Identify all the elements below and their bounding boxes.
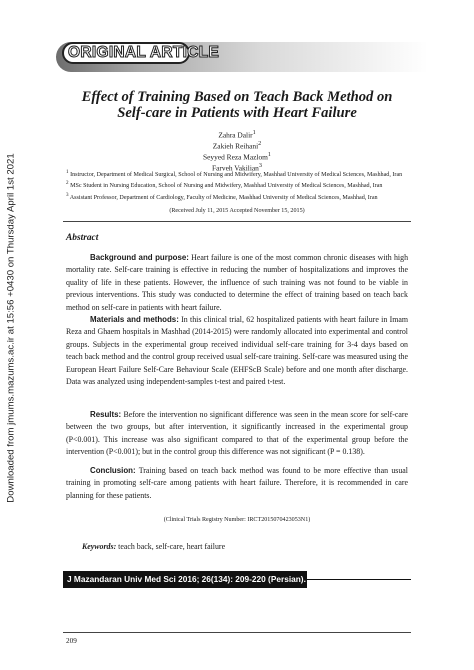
section-label: Results:	[90, 410, 122, 419]
page-number: 209	[66, 637, 77, 645]
affiliation	[66, 168, 426, 179]
keywords-text: teach back, self-care, heart failure	[116, 542, 226, 551]
journal-citation: J Mazandaran Univ Med Sci 2016; 26(134): 209-220 (Persian).	[67, 574, 306, 584]
affiliation-text: Instructor, Department of Medical Surgical, School of Nursing and Midwifery, Mashhad University of Medical Sciences, Mashhad, Iran	[70, 172, 403, 179]
affiliation-sup: 3	[66, 191, 69, 198]
journal-citation-bar	[63, 571, 307, 588]
section-text: In this clinical trial, 62 hospitalized patients with heart failure in Imam Reza and Ghaem hospitals in Mashhad (2014-2015) were randomly allocated into experimental and control groups. Subjects in the experimental group received individual self-care training for 3-4 days based on teach back method and the control group received usual self-care training. Self-care was measured using the European Heart Failure Self-Care Behaviour Scale (EHFScB Scale) before and one month after discharge. Data was analyzed using independent-samples t-test and paired t-test.	[66, 315, 408, 387]
affiliation	[66, 179, 426, 190]
section-conclusion	[66, 465, 408, 502]
affiliation-sup: 1	[66, 169, 69, 175]
author	[40, 151, 434, 162]
section-methods	[66, 314, 408, 388]
download-watermark-text: Downloaded from jmums.mazums.ac.ir at 15:56 +0430 on Thursday April 1st 2021	[5, 153, 17, 503]
author-name: Zakieh Reihani	[212, 141, 259, 151]
section-text: Training based on teach back method was found to be more effective than usual training in promoting self-care among patients with heart failure. Therefore, it is recommended in care planning for these patients.	[66, 466, 408, 500]
title-line-2: Self-care in Patients with Heart Failure	[117, 105, 357, 121]
keywords-label: Keywords:	[82, 542, 117, 551]
footer-divider	[63, 632, 411, 633]
affiliation-list	[66, 168, 426, 202]
author-sup: 2	[258, 141, 262, 148]
author-name: Seyyed Reza Mazlom	[203, 152, 268, 162]
title-line-1: Effect of Training Based on Teach Back Method on	[81, 89, 393, 105]
author-name: Zahra Dalir	[218, 130, 253, 140]
author-list	[40, 129, 434, 173]
affiliation-sup: 2	[66, 180, 69, 187]
section-label: Materials and methods:	[90, 315, 179, 324]
author-sup: 1	[252, 130, 256, 136]
author	[40, 129, 434, 140]
affiliation-text: MSc Student in Nursing Education, School of Nursing and Midwifery, Mashhad University of Medical Sciences, Mashhad, Iran	[70, 183, 383, 190]
author	[40, 140, 434, 151]
download-watermark	[4, 98, 18, 558]
article-title	[40, 89, 434, 121]
author-sup: 3	[258, 163, 262, 170]
top-divider	[63, 221, 411, 222]
affiliation	[66, 191, 426, 202]
abstract-heading: Abstract	[66, 233, 99, 243]
section-label: Conclusion:	[90, 466, 136, 475]
section-text: Before the intervention no significant difference was seen in the mean score for self-care between the two groups, but after intervention, it significantly increased in the experimental group (P<0.001). This increase was also significant compared to that of the experimental group before the intervention (P<0.001); but in the control group this difference was not significant (P = 0.138).	[66, 410, 408, 457]
author-sup: 1	[267, 152, 271, 159]
keywords	[82, 542, 225, 551]
section-label: Background and purpose:	[90, 253, 189, 262]
section-background	[66, 252, 408, 314]
citation-divider	[307, 579, 411, 580]
article-type-label: ORIGINAL ARTICLE	[68, 44, 220, 61]
received-dates: (Received July 11, 2015 Accepted November 15, 2015)	[169, 208, 305, 214]
section-results	[66, 409, 408, 459]
trial-registry: (Clinical Trials Registry Number: IRCT2015070423053N1)	[163, 517, 311, 523]
affiliation-text: Assistant Professor, Department of Cardiology, Faculty of Medicine, Mashhad University of Medical Sciences, Mashhad, Iran	[69, 194, 378, 201]
article-type-banner	[56, 38, 428, 72]
author-name: Farveh Vakilian	[212, 163, 259, 173]
section-text: Heart failure is one of the most common chronic diseases with high mortality rate. Self-care training is effective in reducing the number of hospitalizations and improves the quality of life in these patients. However, the influence of such training was not found to be viable in previous interventions. This study was conducted to determine the effect of training based on teach back method on self-care in patients with heart failure.	[66, 253, 409, 312]
